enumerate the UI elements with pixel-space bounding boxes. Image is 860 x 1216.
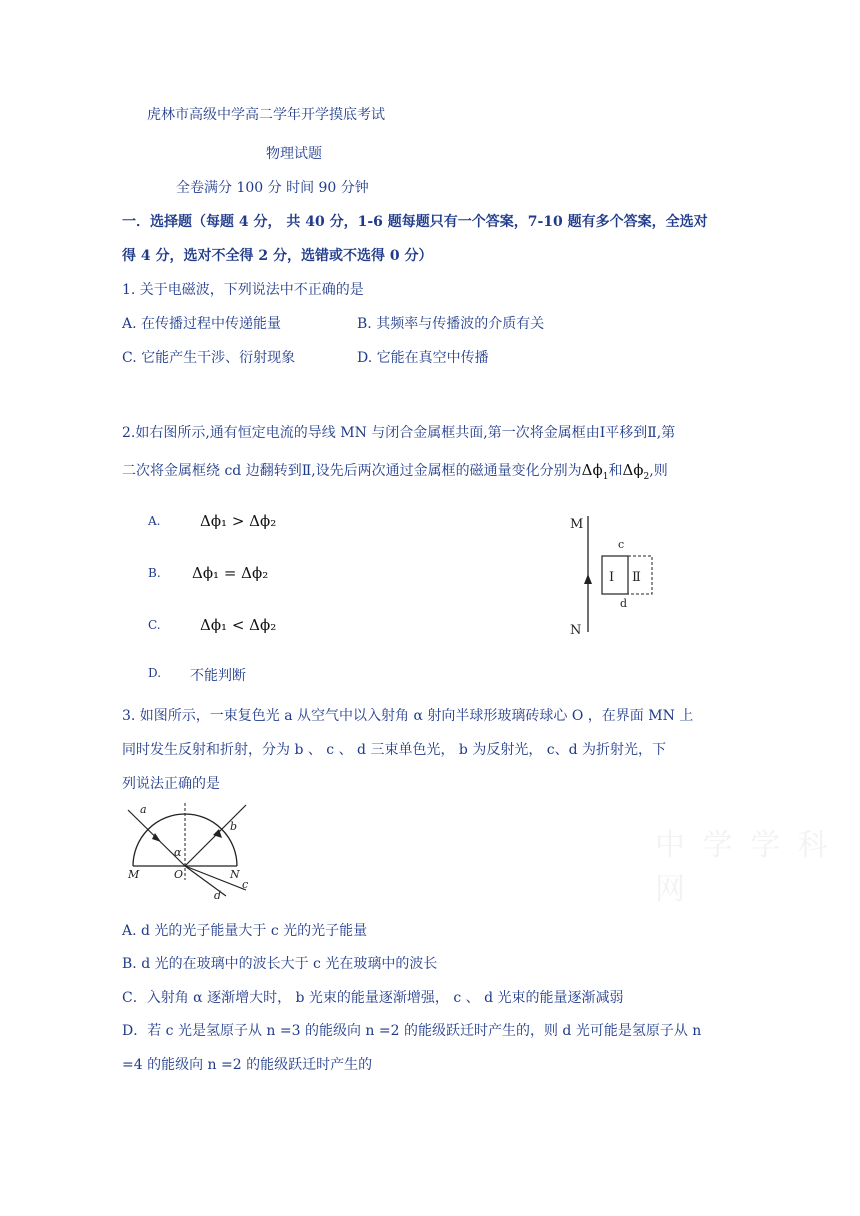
q3-stem-line3: 列说法正确的是 [122, 776, 220, 792]
subject-title: 物理试题 [266, 146, 322, 162]
q3-option-d-line1: D．若 c 光是氢原子从 n =3 的能级向 n =2 的能级跃迁时产生的，则 d 光可能是氢原子从 n [122, 1023, 702, 1039]
frame-i [602, 556, 628, 594]
school-title: 虎林市高级中学高二学年开学摸底考试 [147, 107, 385, 123]
q2-option-b-expr: Δϕ₁ = Δϕ₂ [192, 564, 269, 582]
section-title-line1: 一．选择题（每题 4 分， 共 40 分，1-6 题每题只有一个答案，7-10 题有多个答案，全选对 [122, 214, 708, 230]
q1-option-c: C. 它能产生干涉、衍射现象 [122, 350, 296, 366]
q2-stem-line2 [122, 460, 668, 482]
q3-option-b: B. d 光的在玻璃中的波长大于 c 光在玻璃中的波长 [122, 956, 438, 972]
q2-and: 和 [608, 463, 623, 479]
label-region-ii: Ⅱ [632, 570, 641, 585]
q2-option-a-expr: Δϕ₁ > Δϕ₂ [200, 512, 277, 530]
label-m: M [128, 868, 140, 881]
label-n: N [230, 868, 240, 881]
q2-option-b-label: B. [148, 566, 161, 580]
q3-stem-line2: 同时发生反射和折射，分为 b 、 c 、 d 三束单色光， b 为反射光， c、d 为折射光，下 [122, 742, 667, 758]
label-ray-d: d [214, 889, 222, 900]
q3-option-d-line2: =4 的能级向 n =2 的能级跃迁时产生的 [122, 1057, 373, 1073]
q3-option-c: C．入射角 α 逐渐增大时， b 光束的能量逐渐增强， c 、 d 光束的能量逐渐减弱 [122, 990, 624, 1006]
q3-stem-line1: 3. 如图所示，一束复色光 a 从空气中以入射角 α 射向半球形玻璃砖球心 O ，在界面 MN 上 [122, 708, 694, 724]
q2-option-d-label: D. [148, 666, 162, 680]
q2-stem-line1: 2.如右图所示,通有恒定电流的导线 MN 与闭合金属框共面,第一次将金属框由Ⅰ平移到Ⅱ,第 [122, 425, 676, 441]
label-m: M [570, 517, 584, 532]
delta-phi-1: $\Delta\phi_1$ [581, 461, 609, 482]
q2-option-c-label: C. [148, 618, 161, 632]
q2-option-a-label: A. [148, 514, 161, 528]
q3-option-a: A. d 光的光子能量大于 c 光的光子能量 [122, 923, 368, 939]
section-title-line2: 得 4 分，选对不全得 2 分，选错或不选得 0 分） [122, 248, 433, 264]
label-ray-b: b [230, 820, 238, 833]
q2-stem-text: 二次将金属框绕 cd 边翻转到Ⅱ,设先后两次通过金属框的磁通量变化分别为 [122, 463, 582, 479]
exam-info: 全卷满分 100 分 时间 90 分钟 [176, 180, 369, 196]
q1-option-b: B. 其频率与传播波的介质有关 [357, 316, 545, 332]
label-region-i: Ⅰ [609, 570, 615, 585]
label-ray-c: c [242, 878, 249, 891]
watermark: 中 学 学 科 网 [655, 828, 832, 907]
q3-figure [118, 800, 258, 900]
label-n: N [570, 623, 582, 638]
q2-option-c-expr: Δϕ₁ < Δϕ₂ [200, 616, 277, 634]
delta-phi-2: $\Delta\phi_2$ [622, 461, 650, 482]
q2-stem-end: ,则 [649, 463, 668, 479]
q2-figure [560, 508, 670, 638]
label-ray-a: a [140, 803, 147, 816]
q2-option-d-text: 不能判断 [190, 668, 246, 684]
label-o: O [174, 868, 184, 881]
current-arrow-icon [584, 574, 592, 584]
q1-option-a: A. 在传播过程中传递能量 [122, 316, 282, 332]
label-c: c [618, 538, 625, 551]
q1-stem: 1. 关于电磁波，下列说法中不正确的是 [122, 282, 364, 298]
q1-option-d: D. 它能在真空中传播 [357, 350, 489, 366]
label-d: d [620, 597, 628, 610]
label-alpha: α [174, 846, 182, 859]
